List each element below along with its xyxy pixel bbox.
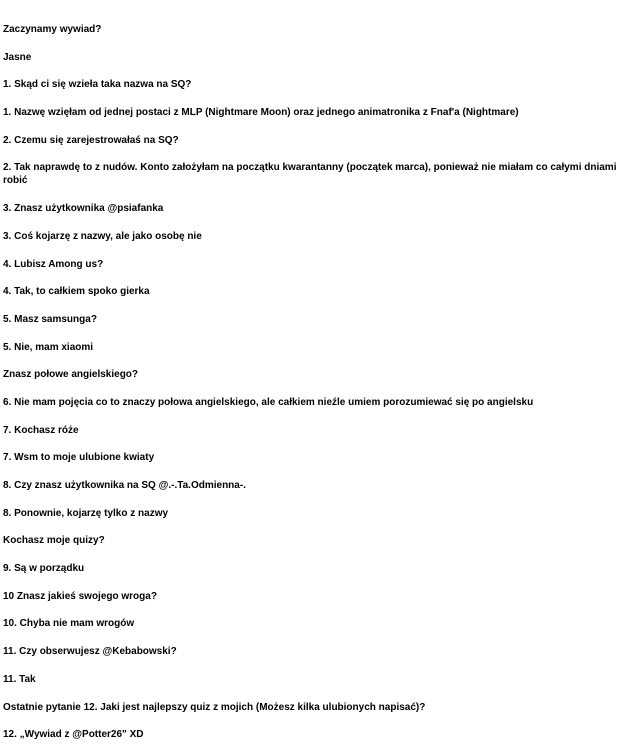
text-line: Jasne [3,51,32,63]
text-line: 5. Masz samsunga? [3,313,97,325]
text-line: Ostatnie pytanie 12. Jaki jest najlepszy quiz z mojich (Możesz kilka ulubionych napisać)? [3,701,426,713]
text-line: 1. Nazwę wzięłam od jednej postaci z MLP (Nightmare Moon) oraz jednego animatronika z Fnaf'a (Nightmare) [3,107,519,119]
text-line: 3. Znasz użytkownika @psiafanka [3,203,164,215]
text-line: 4. Lubisz Among us? [3,258,104,270]
text-line: 11. Tak [3,673,36,685]
text-line: 10. Chyba nie mam wrogów [3,618,135,630]
text-line: 8. Ponownie, kojarzę tylko z nazwy [3,507,169,519]
interview-document [3,23,637,756]
text-line: Zaczynamy wywiad? [3,24,102,35]
text-line: 2. Tak naprawdę to z nudów. Konto założyłam na początku kwarantanny (początek marca), ponieważ nie miałam co całymi dniami robić [3,162,617,187]
text-line: 7. Wsm to moje ulubione kwiaty [3,452,155,464]
text-line: 11. Czy obserwujesz @Kebabowski? [3,646,177,658]
text-line: 9. Są w porządku [3,563,85,575]
text-line: 8. Czy znasz użytkownika na SQ @.-.Ta.Odmienna-. [3,480,246,491]
text-line: 7. Kochasz róże [3,424,79,436]
text-line: Znasz połowe angielskiego? [3,369,139,381]
text-line: 5. Nie, mam xiaomi [3,341,94,353]
text-line: 12. „Wywiad z @Potter26" XD [3,729,144,741]
text-line: 2. Czemu się zarejestrowałaś na SQ? [3,134,179,146]
text-line: Kochasz moje quizy? [3,535,105,547]
text-line: 10 Znasz jakieś swojego wroga? [3,590,157,602]
text-line: 4. Tak, to całkiem spoko gierka [3,286,150,298]
text-line: 3. Coś kojarzę z nazwy, ale jako osobę nie [3,230,202,242]
text-line: 6. Nie mam pojęcia co to znaczy połowa angielskiego, ale całkiem nieźle umiem porozumiewać się po angielsku [3,396,534,408]
text-line: 1. Skąd ci się wzieła taka nazwa na SQ? [3,79,192,91]
